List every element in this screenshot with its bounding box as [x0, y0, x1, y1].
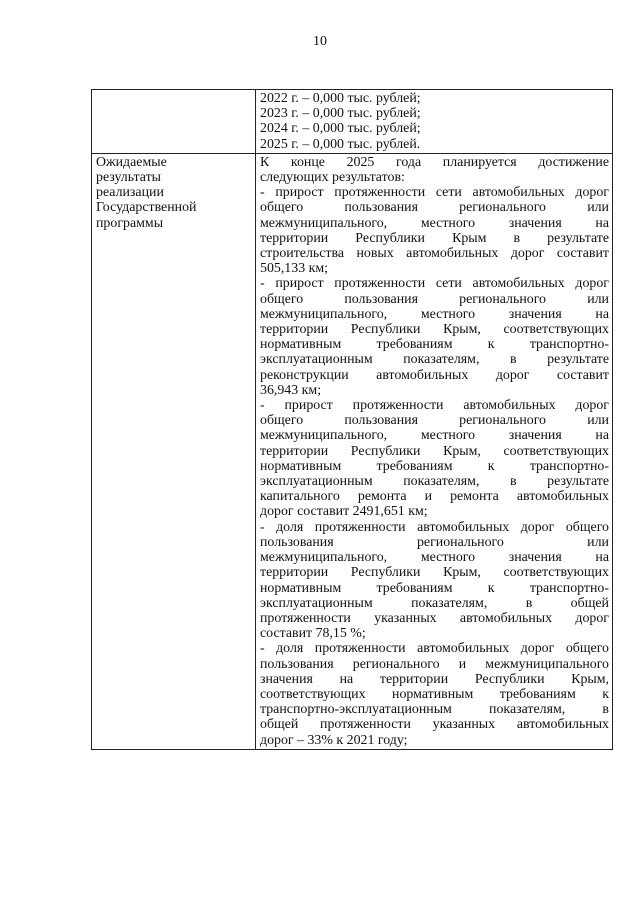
expected-results-label-cell	[92, 153, 256, 749]
label-line: реализации	[96, 185, 164, 201]
text-line: эксплуатационным показателям, в общей	[260, 595, 609, 611]
text-line: территории Республики Крым, соответствующих	[260, 565, 609, 581]
text-line: общего пользования регионального или	[260, 413, 609, 429]
page-number: 10	[313, 34, 327, 49]
text-line: общего пользования регионального или	[260, 291, 609, 307]
text-line: межмуниципального, местного значения на	[260, 550, 609, 566]
text-line: соответствующих нормативным требованиям к	[260, 686, 609, 702]
text-line: территории Республики Крым, соответствующих	[260, 443, 609, 459]
expected-results-value-cell	[256, 153, 613, 749]
label-line: Ожидаемые	[96, 154, 167, 170]
text-line: межмуниципального, местного значения на	[260, 215, 609, 231]
text-line: 36,943 км;	[260, 382, 322, 398]
text-line: - прирост протяженности сети автомобильных дорог	[260, 276, 609, 292]
text-line: 505,133 км;	[260, 261, 329, 277]
text-line: эксплуатационным показателям, в результате	[260, 474, 609, 490]
text-line: транспортно-эксплуатационным показателям, в	[260, 702, 609, 718]
text-line: следующих результатов:	[260, 170, 405, 186]
financing-line: 2022 г. – 0,000 тыс. рублей;	[260, 91, 421, 106]
text-line: нормативным требованиям к транспортно-	[260, 580, 609, 596]
label-line: программы	[96, 215, 164, 231]
text-line: нормативным требованиям к транспортно-	[260, 337, 609, 353]
label-line: результаты	[96, 170, 161, 186]
text-line: значения на территории Республики Крым,	[260, 671, 609, 687]
text-line: нормативным требованиям к транспортно-	[260, 458, 609, 474]
text-line: пользования регионального и межмуниципального	[260, 656, 609, 672]
text-line: пользования регионального или	[260, 534, 609, 550]
text-line: капитального ремонта и ремонта автомобильных	[260, 489, 609, 505]
text-line: составит 78,15 %;	[260, 626, 366, 642]
text-line: строительства новых автомобильных дорог составит	[260, 246, 609, 262]
financing-row	[92, 90, 613, 154]
text-line: реконструкции автомобильных дорог составит	[260, 367, 609, 383]
text-line: - прирост протяженности автомобильных дорог	[260, 398, 609, 414]
financing-line: 2024 г. – 0,000 тыс. рублей;	[260, 121, 421, 137]
text-line: К конце 2025 года планируется достижение	[260, 154, 609, 170]
text-line: - доля протяженности автомобильных дорог общего	[260, 641, 609, 657]
financing-value-cell	[256, 90, 613, 154]
text-line: межмуниципального, местного значения на	[260, 306, 609, 322]
expected-results-row	[92, 153, 613, 749]
text-line: дорог составит 2491,651 км;	[260, 504, 428, 520]
program-passport-table	[91, 89, 613, 750]
text-line: общей протяженности указанных автомобильных	[260, 717, 609, 733]
text-line: территории Республики Крым в результате	[260, 230, 609, 246]
text-line: протяженности указанных автомобильных дорог	[260, 610, 609, 626]
text-line: территории Республики Крым, соответствующих	[260, 322, 609, 338]
label-line: Государственной	[96, 200, 197, 216]
text-line: эксплуатационным показателям, в результате	[260, 352, 609, 368]
financing-label-cell	[92, 90, 256, 154]
text-line: межмуниципального, местного значения на	[260, 428, 609, 444]
financing-line: 2023 г. – 0,000 тыс. рублей;	[260, 106, 421, 122]
text-line: общего пользования регионального или	[260, 200, 609, 216]
text-line: - прирост протяженности сети автомобильных дорог	[260, 185, 609, 201]
financing-line: 2025 г. – 0,000 тыс. рублей.	[260, 136, 421, 152]
text-line: - доля протяженности автомобильных дорог общего	[260, 519, 609, 535]
text-line: дорог – 33% к 2021 году;	[260, 732, 408, 748]
